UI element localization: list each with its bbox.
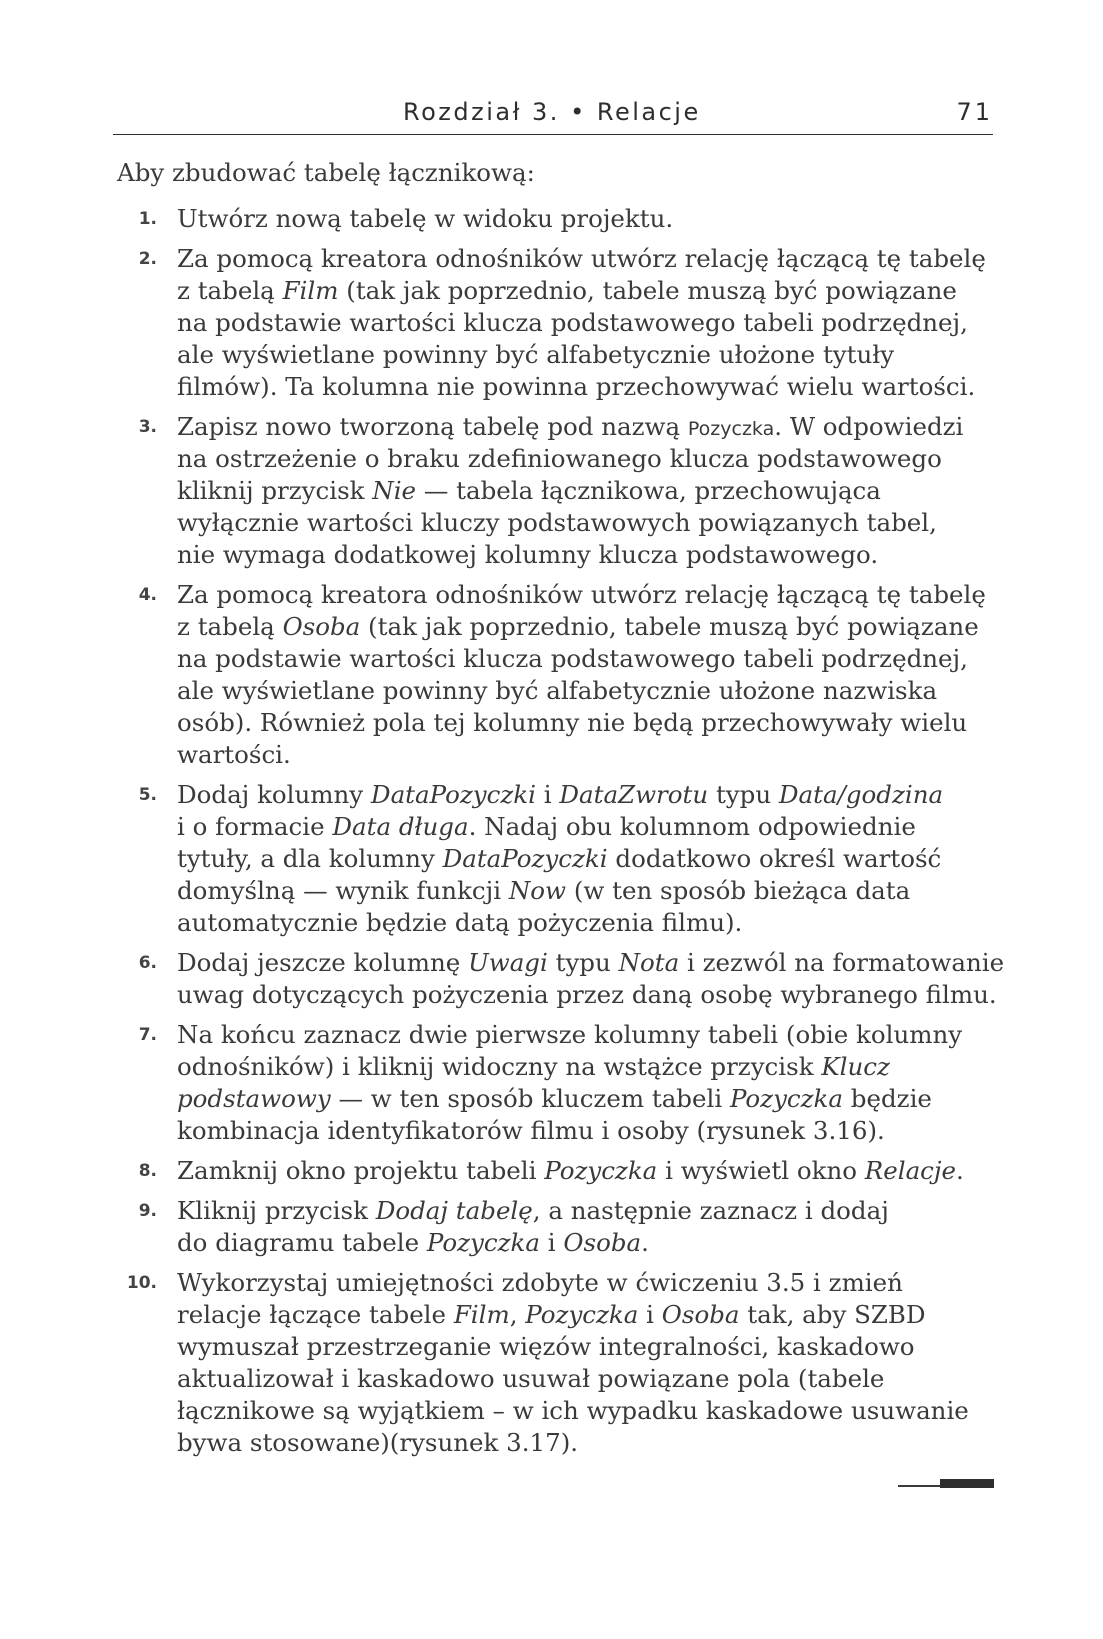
text-line: Dodaj kolumny DataPozyczki i DataZwrotu typu Data/godzina (177, 780, 944, 809)
step-number: 2. (138, 249, 157, 269)
page-number: 71 (956, 98, 993, 126)
step-text (177, 411, 997, 571)
text-line: wymuszał przestrzeganie więzów integralności, kaskadowo (177, 1332, 915, 1361)
step-text (177, 1267, 997, 1459)
list-item (117, 1267, 997, 1459)
step-text (177, 779, 997, 939)
step-text (177, 1195, 997, 1259)
list-item (117, 203, 997, 235)
step-number: 6. (138, 953, 157, 973)
step-text (177, 1019, 997, 1147)
step-number: 10. (126, 1273, 157, 1293)
text-line: podstawowy — w ten sposób kluczem tabeli Pozyczka będzie (177, 1084, 932, 1113)
text-line: aktualizował i kaskadowo usuwał powiązane pola (tabele (177, 1364, 885, 1393)
text-line: tytuły, a dla kolumny DataPozyczki dodatkowo określ wartość (177, 844, 942, 873)
text-line: na ostrzeżenie o braku zdefiniowanego klucza podstawowego (177, 444, 942, 473)
text-line: automatycznie będzie datą pożyczenia filmu). (177, 908, 743, 937)
step-text (177, 579, 997, 771)
end-of-exercise-rule (898, 1485, 940, 1487)
text-line: Zapisz nowo tworzoną tabelę pod nazwą Pozyczka. W odpowiedzi (177, 412, 964, 441)
text-line: Utwórz nową tabelę w widoku projektu. (177, 204, 674, 233)
step-number: 5. (138, 785, 157, 805)
list-item (117, 1195, 997, 1259)
text-line: i o formacie Data długa. Nadaj obu kolumnom odpowiednie (177, 812, 916, 841)
list-item (117, 1019, 997, 1147)
text-line: domyślną — wynik funkcji Now (w ten sposób bieżąca data (177, 876, 911, 905)
text-line: na podstawie wartości klucza podstawowego tabeli podrzędnej, (177, 644, 968, 673)
text-line: filmów). Ta kolumna nie powinna przechowywać wielu wartości. (177, 372, 976, 401)
text-line: kliknij przycisk Nie — tabela łącznikowa, przechowująca (177, 476, 881, 505)
text-line: osób). Również pola tej kolumny nie będą przechowywały wielu (177, 708, 968, 737)
text-line: Dodaj jeszcze kolumnę Uwagi typu Nota i zezwól na formatowanie (177, 948, 1005, 977)
step-number: 3. (138, 417, 157, 437)
running-header (113, 98, 993, 135)
text-line: relacje łączące tabele Film, Pozyczka i Osoba tak, aby SZBD (177, 1300, 926, 1329)
text-line: Na końcu zaznacz dwie pierwsze kolumny tabeli (obie kolumny (177, 1020, 963, 1049)
text-line: Kliknij przycisk Dodaj tabelę, a następnie zaznacz i dodaj (177, 1196, 889, 1225)
step-number: 7. (138, 1025, 157, 1045)
text-line: wartości. (177, 740, 291, 769)
list-item (117, 947, 1005, 1011)
step-number: 1. (138, 209, 157, 229)
text-line: do diagramu tabele Pozyczka i Osoba. (177, 1228, 649, 1257)
text-line: ale wyświetlane powinny być alfabetycznie ułożone nazwiska (177, 676, 938, 705)
list-item (117, 579, 997, 771)
text-line: z tabelą Osoba (tak jak poprzednio, tabele muszą być powiązane (177, 612, 979, 641)
text-line: kombinacja identyfikatorów filmu i osoby (rysunek 3.16). (177, 1116, 885, 1145)
step-text (177, 947, 1004, 1011)
list-item (117, 1155, 997, 1187)
text-line: uwag dotyczących pożyczenia przez daną osobę wybranego filmu. (177, 980, 997, 1009)
text-line: z tabelą Film (tak jak poprzednio, tabele muszą być powiązane (177, 276, 957, 305)
numbered-steps-list (117, 203, 1005, 1467)
list-item (117, 411, 997, 571)
chapter-title: Rozdział 3. • Relacje (403, 98, 701, 126)
step-number: 8. (138, 1161, 157, 1181)
text-line: na podstawie wartości klucza podstawowego tabeli podrzędnej, (177, 308, 968, 337)
text-line: nie wymaga dodatkowej kolumny klucza podstawowego. (177, 540, 879, 569)
step-number: 9. (138, 1201, 157, 1221)
text-line: ale wyświetlane powinny być alfabetycznie ułożone tytuły (177, 340, 895, 369)
text-line: Zamknij okno projektu tabeli Pozyczka i wyświetl okno Relacje. (177, 1156, 964, 1185)
text-line: bywa stosowane)(rysunek 3.17). (177, 1428, 579, 1457)
step-text (177, 203, 997, 235)
text-line: łącznikowe są wyjątkiem – w ich wypadku kaskadowe usuwanie (177, 1396, 969, 1425)
step-number: 4. (138, 585, 157, 605)
step-text (177, 1155, 997, 1187)
end-of-exercise-marker (940, 1479, 994, 1488)
text-line: Wykorzystaj umiejętności zdobyte w ćwiczeniu 3.5 i zmień (177, 1268, 903, 1297)
intro-sentence: Aby zbudować tabelę łącznikową: (117, 158, 535, 187)
list-item (117, 779, 997, 939)
text-line: wyłącznie wartości kluczy podstawowych powiązanych tabel, (177, 508, 937, 537)
text-line: odnośników) i kliknij widoczny na wstążce przycisk Klucz (177, 1052, 890, 1081)
text-line: Za pomocą kreatora odnośników utwórz relację łączącą tę tabelę (177, 244, 986, 273)
step-text (177, 243, 997, 403)
list-item (117, 243, 997, 403)
text-line: Za pomocą kreatora odnośników utwórz relację łączącą tę tabelę (177, 580, 986, 609)
